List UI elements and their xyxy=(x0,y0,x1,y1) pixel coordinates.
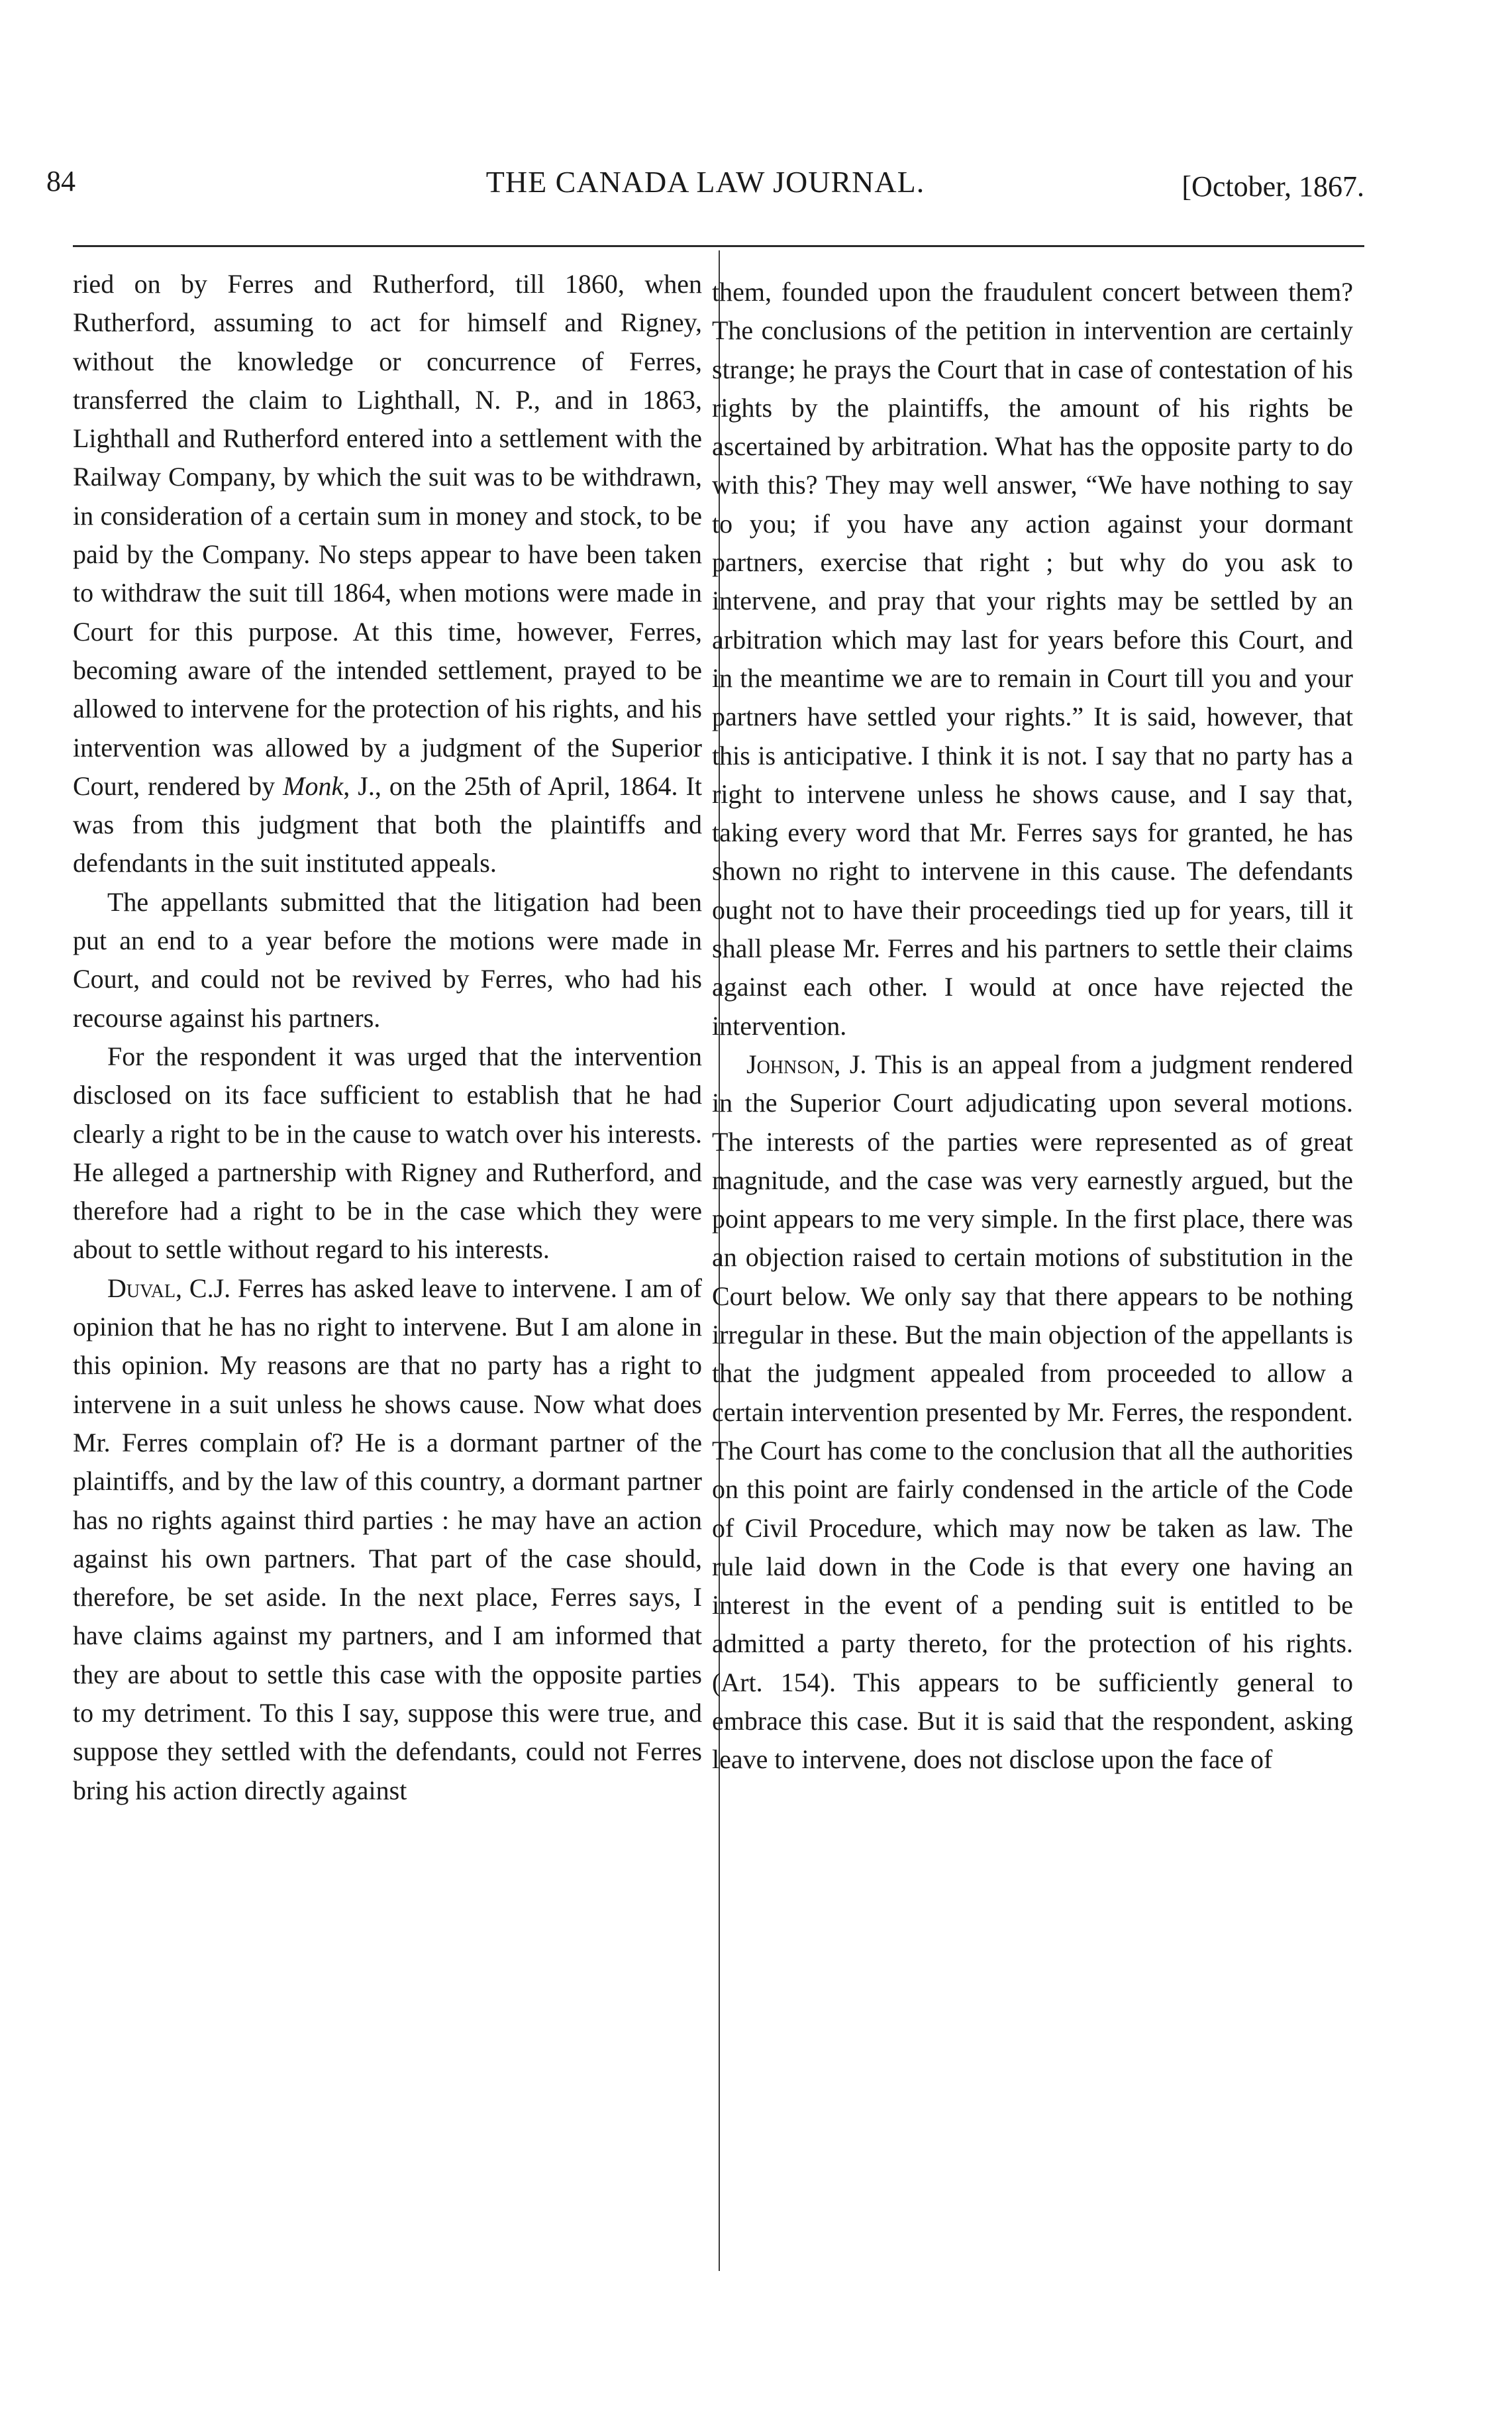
paragraph xyxy=(73,265,702,883)
speaker-name: Duval, C.J. xyxy=(107,1273,231,1303)
paragraph-text: Ferres has asked leave to intervene. I am of opinion that he has no right to intervene. But I am alone in this opinion. My reasons are that no party has a right to intervene in a suit unless he shows cause. Now what does Mr. Ferres complain of? He is a dormant partner of the plaintiffs, and by the law of this country, a dormant partner has no rights against third parties : he may have an action against his own partners. That part of the case should, therefore, be set aside. In the next place, Ferres says, I have claims against my partners, and I am informed that they are about to settle this case with the opposite parties to my detriment. To this I say, suppose this were true, and suppose they settled with the defendants, could not Ferres bring his action directly against xyxy=(73,1273,702,1805)
paragraph: For the respondent it was urged that the intervention disclosed on its face sufficient to establish that he had clearly a right to be in the cause to watch over his interests. He alleged a partnership with Rigney and Rutherford, and therefore had a right to be in the case which they were about to settle without regard to his interests. xyxy=(73,1041,702,1265)
left-column xyxy=(73,265,702,1810)
journal-title: THE CANADA LAW JOURNAL. xyxy=(485,165,925,199)
header-rule xyxy=(73,245,1364,247)
paragraph-text: This is an appeal from a judgment rendered in the Superior Court adjudicating upon several motions. The interests of the parties were represented as of great magnitude, and the case was very earnestly argued, but the point appears to me very simple. In the first place, there was an objection raised to certain motions of substitution in the Court below. We only say that there appears to be nothing irregular in these. But the main objection of the appellants is that the judgment appealed from proceeded to allow a certain intervention presented by Mr. Ferres, the respondent. The Court has come to the conclusion that all the authorities on this point are fairly condensed in the article of the Code of Civil Procedure, which may now be taken as law. The rule laid down in the Code is that every one having an interest in the event of a pending suit is entitled to be admitted a party thereto, for the protection of his rights. (Art. 154). This appears to be sufficiently general to embrace this case. But it is said that the respondent, asking leave to intervene, does not disclose upon the face of xyxy=(712,1049,1353,1775)
judge-name: Monk xyxy=(283,770,344,801)
paragraph: The appellants submitted that the litigation had been put an end to a year before the motions were made in Court, and could not be revived by Ferres, who had his recourse against his partners. xyxy=(73,886,702,1033)
paragraph-text: , J., on the 25th of April, 1864. It was from this judgment that both the plaintiffs and defendants in the suit instituted appeals. xyxy=(73,770,703,878)
right-column xyxy=(712,273,1353,1779)
paragraph: them, founded upon the fraudulent concert between them? The conclusions of the petition in intervention are certainly strange; he prays the Court that in case of contestation of his rights by the plaintiffs, the amount of his rights be ascertained by arbitration. What has the opposite party to do with this? They may well answer, “We have nothing to say to you; if you have any action against your dormant partners, exercise that right ; but why do you ask to intervene, and pray that your rights may be settled by an arbitration which may last for years before this Court, and in the meantime we are to remain in Court till you and your partners have settled your rights.” It is said, however, that this is anticipative. I think it is not. I say that no party has a right to intervene unless he shows cause, and I say that, taking every word that Mr. Ferres says for granted, he has shown no right to intervene in this cause. The defendants ought not to have their proceedings tied up for years, till it shall please Mr. Ferres and his partners to settle their claims against each other. I would at once have rejected the intervention. xyxy=(712,277,1353,1041)
paragraph-text: ried on by Ferres and Rutherford, till 1860, when Rutherford, assuming to act for himself and Rigney, without the knowledge or concurrence of Ferres, transferred the claim to Lighthall, N. P., and in 1863, Lighthall and Rutherford entered into a settlement with the Railway Company, by which the suit was to be withdrawn, in consideration of a certain sum in money and stock, to be paid by the Company. No steps appear to have been taken to withdraw the suit till 1864, when motions were made in Court for this purpose. At this time, however, Ferres, becoming aware of the intended settlement, prayed to be allowed to intervene for the protection of his rights, and his intervention was allowed by a judgment of the Superior Court, rendered by xyxy=(73,269,702,801)
issue-date: [October, 1867. xyxy=(1182,170,1364,203)
page-header xyxy=(46,164,1364,217)
paragraph xyxy=(73,1269,702,1810)
speaker-name: Johnson, J. xyxy=(746,1049,867,1079)
paragraph xyxy=(712,1045,1353,1779)
page-number: 84 xyxy=(46,165,76,197)
